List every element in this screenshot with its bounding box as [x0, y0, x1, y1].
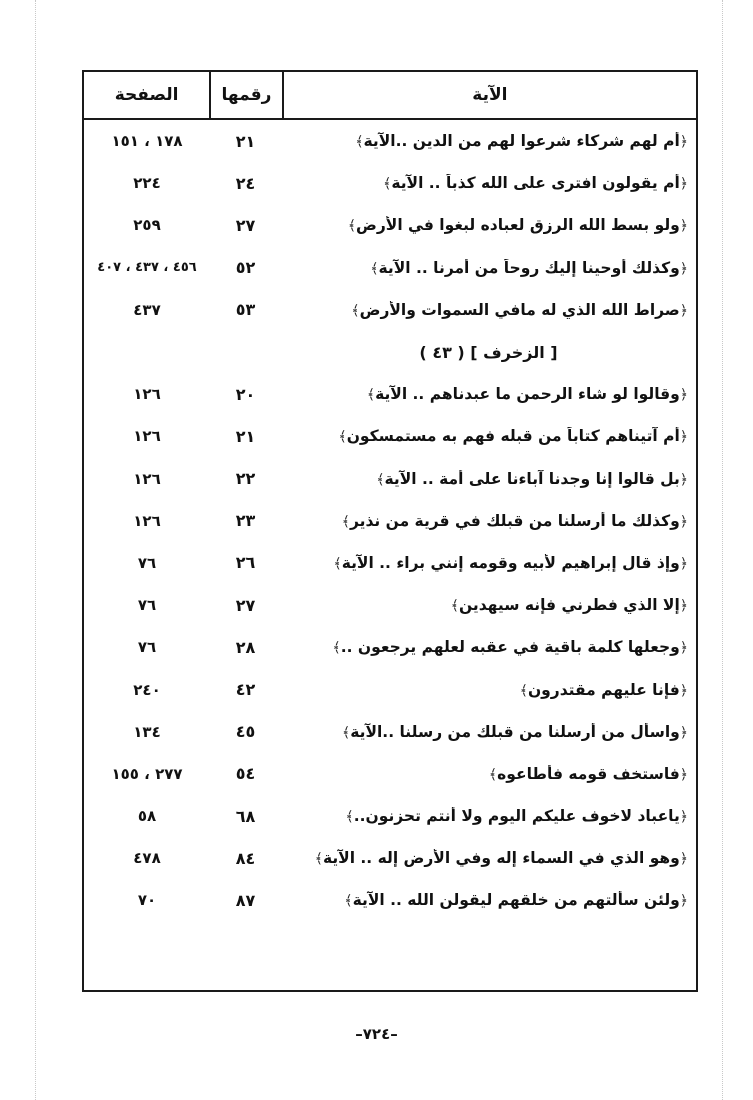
surah-heading-row [84, 331, 696, 373]
bracket-open: ﴿ [679, 429, 688, 446]
verse-text: ﴿وكذلك ما أرسلنا من قبلك في قرية من نذير﴾ [341, 511, 688, 530]
index-table [82, 70, 698, 992]
bracket-open: ﴿ [679, 766, 688, 783]
table-header [84, 72, 696, 120]
verse-text: ﴿وهو الذي في السماء إله وفي الأرض إله .. الآية﴾ [314, 849, 688, 868]
verse-number: ٢١ [235, 426, 256, 446]
page-ref: ٢٧٧ ، ١٥٥ [111, 764, 183, 783]
verse-number: ٥٣ [235, 300, 256, 320]
page-ref: ٧٦ [137, 638, 157, 657]
verse-number: ٢٤ [235, 173, 256, 193]
table-row [84, 373, 696, 415]
table-body [84, 120, 696, 922]
bracket-open: ﴿ [679, 134, 688, 151]
verse-text: ﴿ولو بسط الله الرزق لعباده لبغوا في الأرض﴾ [347, 216, 688, 235]
bracket-open: ﴿ [679, 387, 688, 404]
table-row [84, 626, 696, 668]
verse-text: ﴿إلا الذي فطرني فإنه سيهدين﴾ [450, 596, 688, 615]
verse-number: ٢٨ [235, 637, 256, 657]
bracket-open: ﴿ [679, 513, 688, 530]
verse-text: ﴿وكذلك أوحينا إليك روحاً من أمرنا .. الآية﴾ [370, 258, 688, 277]
verse-number: ٢١ [235, 131, 256, 151]
table-row [84, 837, 696, 879]
verse-text: ﴿وجعلها كلمة باقية في عقبه لعلهم يرجعون ..﴾ [332, 638, 688, 657]
bracket-close: ﴾ [370, 260, 379, 277]
verse-number: ٨٤ [235, 848, 256, 868]
bracket-close: ﴾ [351, 302, 360, 319]
bracket-close: ﴾ [488, 766, 498, 783]
bracket-close: ﴾ [383, 176, 392, 193]
verse-number: ٢٠ [235, 384, 256, 404]
page-ref: ١٢٦ [133, 427, 161, 446]
verse-text: ﴿أم يقولون افترى على الله كذباً .. الآية﴾ [383, 174, 688, 193]
verse-text: ﴿وقالوا لو شاء الرحمن ما عبدناهم .. الآية﴾ [366, 385, 688, 404]
bracket-open: ﴿ [679, 682, 688, 699]
verse-text: ﴿ولئن سألتهم من خلقهم ليقولن الله .. الآية﴾ [344, 891, 688, 910]
table-row [84, 247, 696, 289]
page-ref: ١٧٨ ، ١٥١ [111, 132, 183, 151]
verse-text: ﴿ياعباد لاخوف عليكم اليوم ولا أنتم تحزنون..﴾ [345, 807, 688, 826]
table-row [84, 120, 696, 162]
verse-number: ٦٨ [235, 806, 256, 826]
verse-number: ٤٥ [235, 722, 256, 742]
table-row [84, 584, 696, 626]
table-row [84, 753, 696, 795]
page-ref: ١٢٦ [133, 511, 161, 530]
verse-number: ٤٢ [235, 680, 256, 700]
surah-heading: [ الزخرف ] ( ٤٣ ) [419, 342, 558, 362]
bracket-close: ﴾ [342, 724, 351, 741]
table-row [84, 795, 696, 837]
bracket-open: ﴿ [679, 176, 688, 193]
page-number: –٧٢٤– [355, 1025, 398, 1043]
header-page: الصفحة [114, 85, 179, 105]
bracket-open: ﴿ [679, 640, 688, 657]
verse-text: ﴿أم آتيناهم كتاباً من قبله فهم به مستمسكون﴾ [338, 427, 688, 446]
page-ref: ٥٨ [137, 807, 157, 826]
right-margin-dots [722, 0, 724, 1100]
bracket-open: ﴿ [679, 809, 688, 826]
bracket-close: ﴾ [314, 851, 323, 868]
bracket-open: ﴿ [679, 598, 688, 615]
page-ref: ٧٦ [137, 596, 157, 615]
bracket-close: ﴾ [519, 682, 528, 699]
table-row [84, 711, 696, 753]
bracket-close: ﴾ [355, 134, 364, 151]
verse-number: ٥٤ [235, 764, 256, 784]
table-row [84, 458, 696, 500]
table-row [84, 500, 696, 542]
page-ref: ٢٢٤ [133, 174, 161, 193]
table-row [84, 289, 696, 331]
page-ref: ١٢٦ [133, 385, 161, 404]
verse-number: ٢٦ [235, 553, 256, 573]
bracket-close: ﴾ [338, 429, 347, 446]
left-margin-dots [35, 0, 37, 1100]
verse-text: ﴿فإنا عليهم مقتدرون﴾ [519, 680, 688, 699]
page-ref: ٧٦ [137, 553, 157, 572]
verse-number: ٢٣ [235, 511, 256, 531]
bracket-close: ﴾ [341, 513, 350, 530]
table-row [84, 415, 696, 457]
header-verse: الآية [282, 72, 696, 118]
bracket-close: ﴾ [332, 640, 341, 657]
bracket-close: ﴾ [366, 387, 376, 404]
verse-text: ﴿صراط الله الذي له مافي السموات والأرض﴾ [351, 300, 688, 319]
bracket-close: ﴾ [344, 893, 353, 910]
header-number: رقمها [209, 72, 282, 118]
verse-text: ﴿أم لهم شركاء شرعوا لهم من الدين ..الآية﴾ [355, 132, 688, 151]
verse-text: ﴿وإذ قال إبراهيم لأبيه وقومه إنني براء .. الآية﴾ [333, 553, 688, 572]
page-ref: ٧٠ [137, 891, 157, 910]
bracket-open: ﴿ [679, 851, 688, 868]
verse-number: ٢٧ [235, 595, 256, 615]
bracket-close: ﴾ [376, 471, 385, 488]
verse-text: ﴿واسأل من أرسلنا من قبلك من رسلنا ..الآية﴾ [342, 722, 688, 741]
page-ref: ٤٣٧ [133, 300, 161, 319]
bracket-close: ﴾ [450, 598, 459, 615]
verse-number: ٥٢ [235, 258, 256, 278]
verse-text: ﴿فاستخف قومه فأطاعوه﴾ [488, 764, 688, 783]
bracket-open: ﴿ [679, 893, 688, 910]
bracket-open: ﴿ [679, 260, 688, 277]
table-row [84, 668, 696, 710]
bracket-open: ﴿ [679, 218, 688, 235]
page-ref: ٢٤٠ [133, 680, 161, 699]
verse-text: ﴿بل قالوا إنا وجدنا آباءنا على أمة .. الآية﴾ [376, 469, 688, 488]
page-ref: ٤٥٦ ، ٤٣٧ ، ٤٠٧ [97, 260, 197, 276]
table-row [84, 162, 696, 204]
bracket-open: ﴿ [679, 471, 688, 488]
bracket-close: ﴾ [347, 218, 357, 235]
table-row [84, 879, 696, 921]
bracket-close: ﴾ [345, 809, 354, 826]
bracket-close: ﴾ [333, 555, 342, 572]
bracket-open: ﴿ [679, 555, 688, 572]
table-row [84, 204, 696, 246]
verse-number: ٨٧ [235, 890, 256, 910]
verse-number: ٢٢ [235, 469, 256, 489]
bracket-open: ﴿ [679, 302, 688, 319]
page-ref: ١٣٤ [133, 722, 161, 741]
page-ref: ٤٧٨ [133, 849, 161, 868]
bracket-open: ﴿ [679, 724, 688, 741]
page-ref: ١٢٦ [133, 469, 161, 488]
verse-number: ٢٧ [235, 215, 256, 235]
page-ref: ٢٥٩ [133, 216, 161, 235]
table-row [84, 542, 696, 584]
